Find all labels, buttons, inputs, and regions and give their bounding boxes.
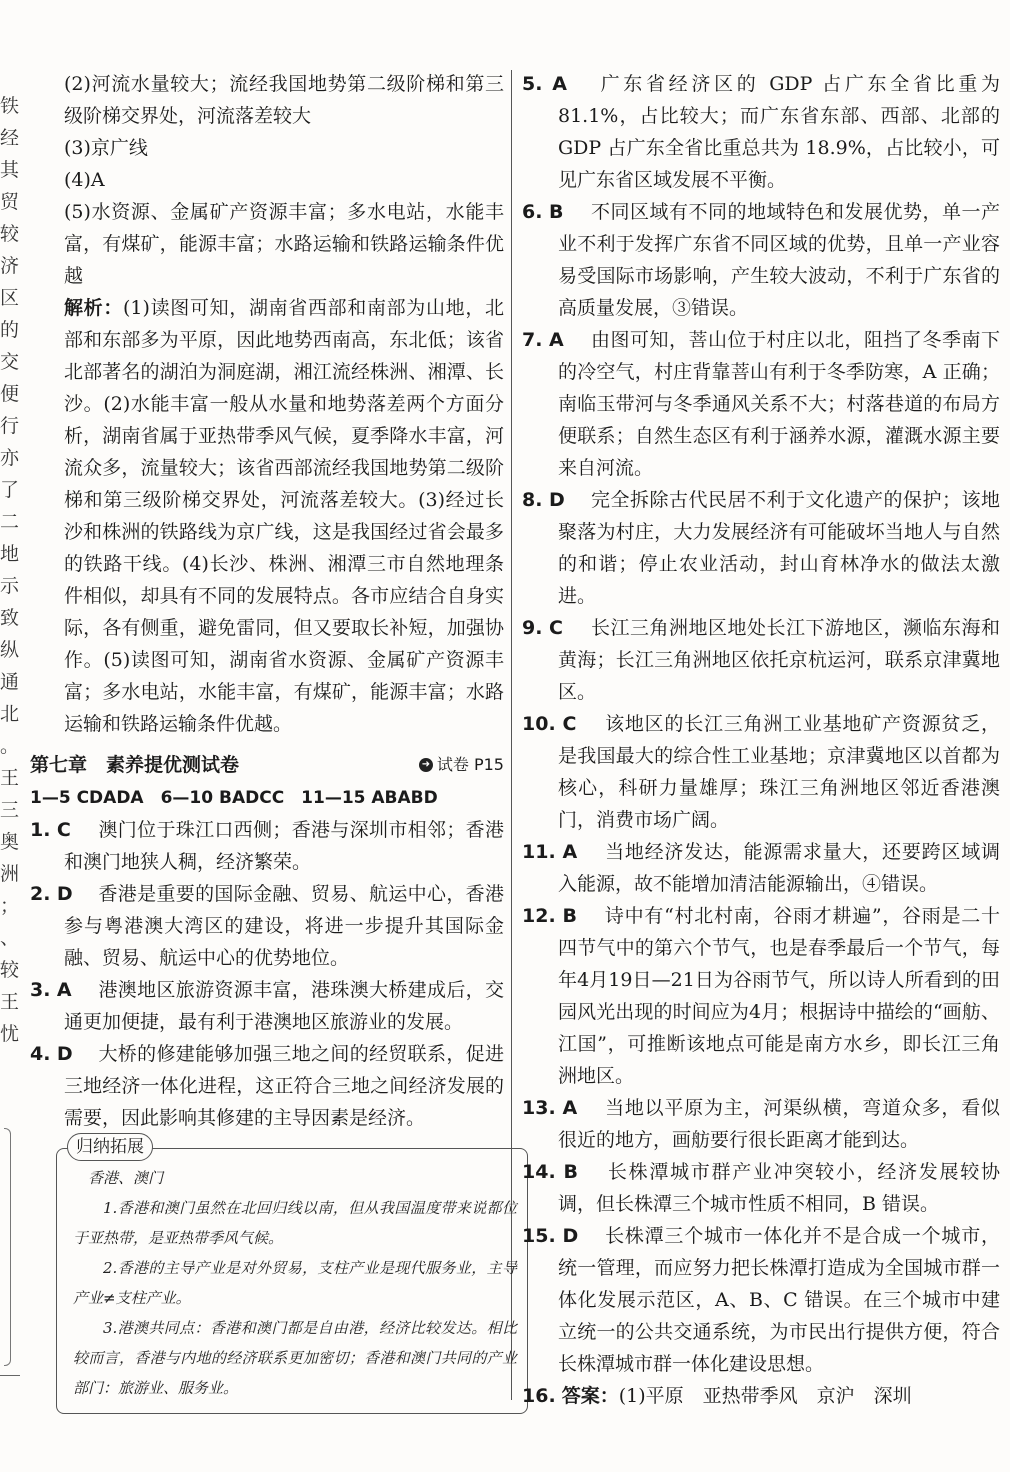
explanation-text: 长江三角洲地区地处长江下游地区，濒临东海和黄海；长江三角洲地区依托京杭运河，联系京津冀地区。 bbox=[558, 617, 1000, 703]
question-number: 14. bbox=[522, 1161, 556, 1183]
explanation-text: 该地区的长江三角洲工业基地矿产资源贫乏，是我国最大的综合性工业基地；京津冀地区以首都为核心，科研力量雄厚；珠江三角洲地区邻近香港澳门，消费市场广阔。 bbox=[558, 713, 1000, 831]
margin-glyph: 铁 bbox=[0, 95, 20, 117]
answer-label: 答案： bbox=[561, 1385, 619, 1407]
answer-text: (1)平原 亚热带季风 京沪 深圳 bbox=[618, 1385, 912, 1407]
margin-glyph: 致 bbox=[0, 607, 20, 629]
margin-rule bbox=[0, 1375, 20, 1376]
explanation-text: 大桥的修建能够加强三地之间的经贸联系，促进三地经济一体化进程，这正符合三地之间经济发展的需要，因此影响其修建的主导因素是经济。 bbox=[64, 1043, 504, 1129]
margin-glyph: 奥 bbox=[0, 831, 20, 853]
question-number: 4. bbox=[30, 1043, 51, 1065]
margin-glyph: 贸 bbox=[0, 191, 20, 213]
answer-part-2: (2)河流水量较大；流经我国地势第二级阶梯和第三级阶梯交界处，河流落差较大 bbox=[64, 73, 504, 127]
summary-extension-box bbox=[56, 1137, 528, 1414]
question-number: 7. bbox=[522, 329, 543, 351]
question-number: 13. bbox=[522, 1097, 556, 1119]
margin-glyph: ； bbox=[0, 895, 20, 917]
answer-letter: A bbox=[56, 979, 72, 1001]
answer-part-4: (4)A bbox=[64, 169, 105, 191]
explanation-text: 长株潭三个城市一体化并不是合成一个城市，统一管理，而应努力把长株潭打造成为全国城市群一体化发展示范区，A、B、C 错误。在三个城市中建立统一的公共交通系统，为市民出行提供方便，符合长株潭城市群一体化建设思想。 bbox=[558, 1225, 1000, 1375]
answer-item bbox=[522, 484, 1000, 612]
analysis-paragraph bbox=[30, 292, 504, 740]
answer-letter: B bbox=[549, 201, 564, 223]
margin-glyph: 通 bbox=[0, 671, 20, 693]
margin-glyph: 示 bbox=[0, 575, 20, 597]
question-number: 8. bbox=[522, 489, 543, 511]
chapter-header bbox=[30, 748, 504, 782]
extension-point-1: 1.香港和澳门虽然在北回归线以南，但从我国温度带来说都位于亚热带，是亚热带季风气候。 bbox=[73, 1199, 517, 1247]
answer-key-summary: 1—5 CDADA 6—10 BADCC 11—15 ABABD bbox=[30, 788, 438, 808]
answer-letter: C bbox=[56, 819, 71, 841]
answer-letter: D bbox=[56, 1043, 73, 1065]
margin-glyph: 三 bbox=[0, 799, 20, 821]
answer-item bbox=[30, 1038, 504, 1134]
answer-letter: D bbox=[56, 883, 73, 905]
answer-item bbox=[522, 196, 1000, 324]
explanation-text: 长株潭城市群产业冲突较小，经济发展较协调，但长株潭三个城市性质不相同，B 错误。 bbox=[558, 1161, 1000, 1215]
left-column bbox=[30, 68, 517, 1414]
margin-glyph: 较 bbox=[0, 959, 20, 981]
extension-heading: 香港、澳门 bbox=[88, 1169, 164, 1187]
answer-letter: D bbox=[549, 489, 565, 511]
question-number: 10. bbox=[522, 713, 556, 735]
margin-glyph: 忧 bbox=[0, 1023, 20, 1045]
extension-point-2: 2.香港的主导产业是对外贸易，支柱产业是现代服务业，主导产业≠支柱产业。 bbox=[73, 1259, 517, 1307]
answer-letter: B bbox=[563, 1161, 578, 1183]
answer-item bbox=[522, 836, 1000, 900]
margin-glyph: 洲 bbox=[0, 863, 20, 885]
margin-glyph: 了 bbox=[0, 479, 20, 501]
chapter-title: 第七章 素养提优测试卷 bbox=[30, 754, 240, 776]
analysis-text: (1)读图可知，湖南省西部和南部为山地，北部和东部多为平原，因此地势西南高，东北低；该省北部著名的湖泊为洞庭湖，湘江流经株洲、湘潭、长沙。(2)水能丰富一般从水量和地势落差两个方面分析，湖南省属于亚热带季风气候，夏季降水丰富，河流众多，流量较大；该省西部流经我国地势第二级阶梯和第三级阶梯交界处，河流落差较大。(3)经过长沙和株洲的铁路线为京广线，这是我国经过省会最多的铁路干线。(4)长沙、株洲、湘潭三市自然地理条件相似，却具有不同的发展特点。各市应结合自身实际，各有侧重，避免雷同，但又要取长补短，加强协作。(5)读图可知，湖南省水资源、金属矿产资源丰富；多水电站，水能丰富，有煤矿，能源丰富；水路运输和铁路运输条件优越。 bbox=[64, 297, 504, 735]
explanation-text: 广东省经济区的 GDP 占广东全省比重为 81.1%，占比较大；而广东省东部、西部、北部的 GDP 占广东全省比重总共为 18.9%，占比较小，可见广东省区域发展不平衡。 bbox=[558, 73, 1000, 191]
margin-glyph: 。 bbox=[0, 735, 20, 757]
margin-glyph: 其 bbox=[0, 159, 20, 181]
margin-glyph: 王 bbox=[0, 767, 20, 789]
question-number: 15. bbox=[522, 1225, 556, 1247]
margin-glyph: 北 bbox=[0, 703, 20, 725]
explanation-text: 澳门位于珠江口西侧；香港与深圳市相邻；香港和澳门地狭人稠，经济繁荣。 bbox=[64, 819, 504, 873]
margin-glyph: 亦 bbox=[0, 447, 20, 469]
explanation-text: 由图可知，菩山位于村庄以北，阻挡了冬季南下的冷空气，村庄背靠菩山有利于冬季防寒，A 正确；南临玉带河与冬季通风关系不大；村落巷道的布局方便联系；自然生态区有利于涵养水源，灌溉水源主要来自河流。 bbox=[558, 329, 1000, 479]
answer-letter: C bbox=[549, 617, 563, 639]
cropped-margin-text bbox=[0, 90, 18, 1050]
margin-glyph: 交 bbox=[0, 351, 20, 373]
answer-letter: C bbox=[562, 713, 577, 735]
margin-glyph: 、 bbox=[0, 927, 20, 949]
question-number: 3. bbox=[30, 979, 51, 1001]
answer-letter: D bbox=[562, 1225, 579, 1247]
question-number: 1. bbox=[30, 819, 51, 841]
margin-glyph: 经 bbox=[0, 127, 20, 149]
margin-box-edge bbox=[4, 1128, 11, 1366]
answer-item bbox=[522, 1156, 1000, 1220]
margin-glyph: 地 bbox=[0, 543, 20, 565]
answer-letter: A bbox=[549, 329, 564, 351]
question-number: 12. bbox=[522, 905, 556, 927]
arrow-icon: ➜ bbox=[419, 758, 433, 772]
margin-glyph: 便 bbox=[0, 383, 20, 405]
answer-letter: A bbox=[562, 1097, 578, 1119]
answer-letter: A bbox=[562, 841, 578, 863]
explanation-text: 完全拆除古代民居不利于文化遗产的保护；该地聚落为村庄，大力发展经济有可能破坏当地人与自然的和谐；停止农业活动，封山育林净水的做法太激进。 bbox=[558, 489, 1000, 607]
question-number: 2. bbox=[30, 883, 51, 905]
extension-tab: 归纳拓展 bbox=[67, 1133, 153, 1161]
question-number: 16. bbox=[522, 1385, 556, 1407]
margin-glyph: 区 bbox=[0, 287, 20, 309]
question-16 bbox=[522, 1380, 1000, 1412]
explanation-text: 当地经济发达，能源需求量大，还要跨区域调入能源，故不能增加清洁能源输出，④错误。 bbox=[558, 841, 1000, 895]
explanation-text: 港澳地区旅游资源丰富，港珠澳大桥建成后，交通更加便捷，最有利于港澳地区旅游业的发展。 bbox=[64, 979, 504, 1033]
answer-item bbox=[522, 612, 1000, 708]
answer-item bbox=[30, 974, 504, 1038]
analysis-label: 解析： bbox=[64, 297, 124, 319]
question-number: 5. bbox=[522, 73, 543, 95]
margin-glyph: 王 bbox=[0, 991, 20, 1013]
answer-item bbox=[30, 814, 504, 878]
answer-item bbox=[522, 68, 1000, 196]
answer-part-3: (3)京广线 bbox=[64, 137, 148, 159]
answer-letter: B bbox=[562, 905, 577, 927]
margin-glyph: 的 bbox=[0, 319, 20, 341]
answer-letter: A bbox=[552, 73, 567, 95]
margin-glyph: 二 bbox=[0, 511, 20, 533]
answer-part-5: (5)水资源、金属矿产资源丰富；多水电站，水能丰富，有煤矿，能源丰富；水路运输和铁路运输条件优越 bbox=[64, 201, 504, 287]
margin-glyph: 济 bbox=[0, 255, 20, 277]
answer-item bbox=[522, 1220, 1000, 1380]
question-number: 9. bbox=[522, 617, 543, 639]
paper-reference-text: 试卷 P15 bbox=[436, 755, 504, 774]
answer-item bbox=[522, 324, 1000, 484]
margin-glyph: 纵 bbox=[0, 639, 20, 661]
question-number: 6. bbox=[522, 201, 543, 223]
answer-item bbox=[522, 900, 1000, 1092]
explanation-text: 当地以平原为主，河渠纵横，弯道众多，看似很近的地方，画舫要行很长距离才能到达。 bbox=[558, 1097, 1000, 1151]
answer-item bbox=[30, 878, 504, 974]
explanation-text: 诗中有“村北村南，谷雨才耕遍”，谷雨是二十四节气中的第六个节气，也是春季最后一个节气，每年4月19日—21日为谷雨节气，所以诗人所看到的田园风光出现的时间应为4月；根据诗中描绘的“画舫、江国”，可推断该地点可能是南方水乡，即长江三角洲地区。 bbox=[558, 905, 1000, 1087]
margin-glyph: 行 bbox=[0, 415, 20, 437]
explanation-text: 香港是重要的国际金融、贸易、航运中心，香港参与粤港澳大湾区的建设，将进一步提升其国际金融、贸易、航运中心的优势地位。 bbox=[64, 883, 504, 969]
margin-glyph: 较 bbox=[0, 223, 20, 245]
extension-point-3: 3.港澳共同点：香港和澳门都是自由港，经济比较发达。相比较而言，香港与内地的经济联系更加密切；香港和澳门共同的产业部门：旅游业、服务业。 bbox=[73, 1319, 517, 1397]
answer-item bbox=[522, 1092, 1000, 1156]
paper-reference bbox=[419, 749, 504, 781]
question-number: 11. bbox=[522, 841, 556, 863]
right-column bbox=[522, 68, 1000, 1412]
explanation-text: 不同区域有不同的地域特色和发展优势，单一产业不利于发挥广东省不同区域的优势，且单一产业容易受国际市场影响，产生较大波动，不利于广东省的高质量发展，③错误。 bbox=[558, 201, 1000, 319]
answer-item bbox=[522, 708, 1000, 836]
